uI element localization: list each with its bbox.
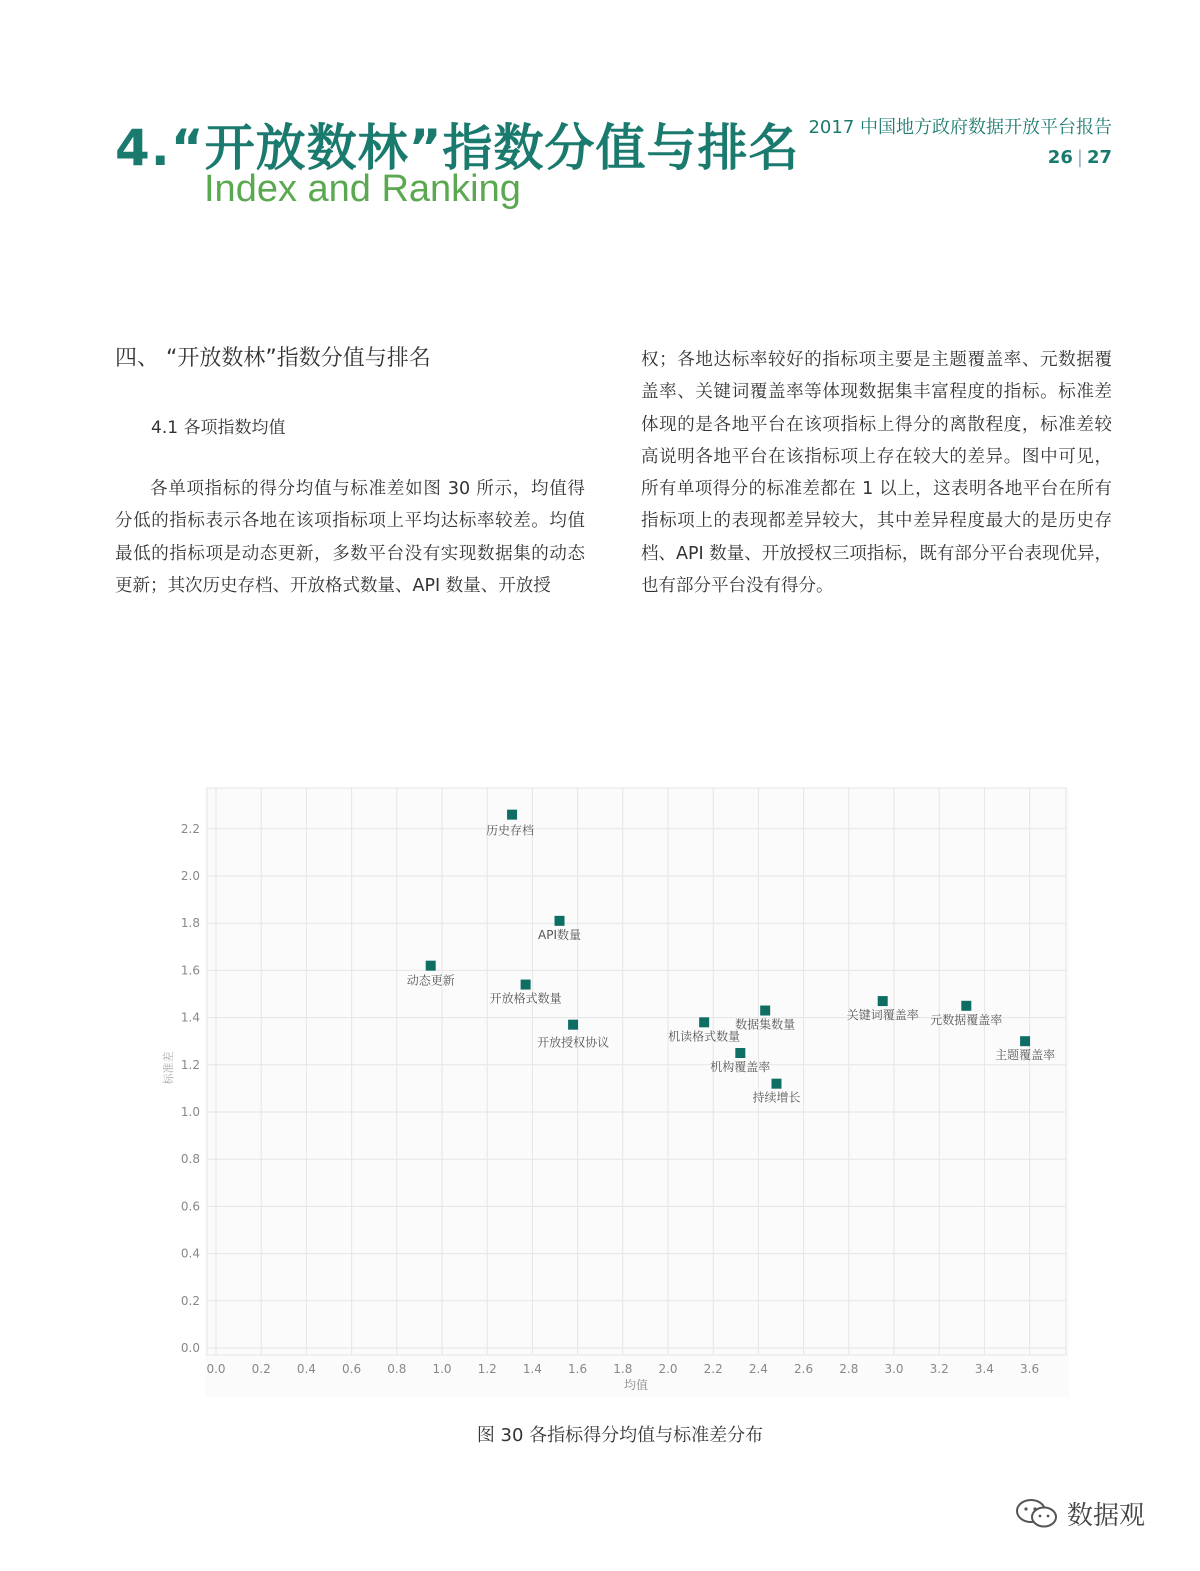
scatter-point (878, 996, 888, 1006)
y-tick-label: 0.0 (180, 1341, 200, 1355)
x-tick-label: 0.2 (251, 1362, 271, 1376)
y-axis-label: 标准差 (162, 1051, 175, 1085)
section-title: 四、 “开放数林”指数分值与排名 (115, 346, 431, 371)
point-label: 主题覆盖率 (995, 1048, 1056, 1063)
y-tick-label: 1.2 (180, 1057, 200, 1072)
watermark-text: 数据观 (1067, 1501, 1146, 1531)
scatter-point (426, 961, 436, 971)
y-tick-label: 0.8 (180, 1152, 200, 1167)
y-tick-label: 0.6 (180, 1199, 200, 1214)
body-paragraph-left: 各单项指标的得分均值与标准差如图 30 所示，均值得分低的指标表示各地在该项指标项上平均达标率较差。均值最低的指标项是动态更新，多数平台没有实现数据集的动态更新；其次历史存档、开放格式数量、API 数量、开放授 (115, 479, 585, 596)
y-tick-label: 0.4 (180, 1246, 200, 1261)
point-label: 关键词覆盖率 (846, 1008, 919, 1023)
scatter-point (771, 1079, 781, 1089)
wechat-icon (1015, 1498, 1059, 1530)
y-tick-label: 1.4 (180, 1010, 200, 1025)
scatter-point (699, 1017, 709, 1027)
figure-caption: 图 30 各指标得分均值与标准差分布 (476, 1425, 764, 1446)
scatter-point (760, 1006, 770, 1016)
x-tick-label: 3.2 (929, 1362, 949, 1376)
point-label: 开放格式数量 (489, 991, 562, 1006)
point-label: 持续增长 (752, 1090, 801, 1105)
point-label: 机读格式数量 (668, 1029, 741, 1044)
point-label: 历史存档 (486, 823, 535, 838)
x-tick-label: 0.4 (296, 1362, 316, 1376)
point-label: 开放授权协议 (537, 1035, 610, 1050)
plot-frame (207, 788, 1066, 1355)
report-title: 2017 中国地方政府数据开放平台报告 (808, 117, 1112, 138)
x-tick-label: 1.2 (477, 1362, 497, 1376)
point-label: 动态更新 (406, 973, 455, 988)
x-tick-label: 2.8 (839, 1362, 859, 1376)
y-tick-label: 2.2 (180, 821, 200, 836)
x-tick-label: 0.0 (206, 1362, 226, 1376)
scatter-point (1020, 1036, 1030, 1046)
scatter-point (735, 1048, 745, 1058)
x-tick-label: 2.4 (748, 1362, 768, 1376)
scatter-point (521, 980, 531, 990)
subsection-title: 4.1 各项指数均值 (151, 418, 286, 438)
x-tick-label: 1.0 (432, 1362, 452, 1376)
x-tick-label: 1.6 (568, 1362, 588, 1376)
y-tick-label: 1.6 (180, 963, 200, 978)
page-number-right: 27 (1086, 147, 1112, 168)
page-number-separator: | (1076, 147, 1083, 168)
scatter-point (568, 1020, 578, 1030)
x-tick-label: 2.2 (703, 1362, 723, 1376)
point-label: 数据集数量 (735, 1017, 796, 1032)
x-tick-label: 0.8 (387, 1362, 407, 1376)
y-tick-label: 1.0 (180, 1105, 200, 1119)
x-tick-label: 2.6 (794, 1362, 814, 1376)
scatter-point (507, 810, 517, 820)
x-tick-label: 3.6 (1020, 1362, 1040, 1376)
y-tick-label: 0.2 (180, 1293, 200, 1308)
point-label: API数量 (538, 927, 582, 942)
page-subtitle: Index and Ranking (204, 168, 521, 210)
x-tick-label: 3.4 (974, 1362, 994, 1376)
y-tick-label: 1.8 (180, 916, 200, 931)
x-tick-label: 2.0 (658, 1362, 678, 1376)
scatter-point (961, 1001, 971, 1011)
point-label: 元数据覆盖率 (930, 1012, 1003, 1027)
body-paragraph-right: 权；各地达标率较好的指标项主要是主题覆盖率、元数据覆盖率、关键词覆盖率等体现数据集丰富程度的指标。标准差体现的是各地平台在该项指标上得分的离散程度，标准差较高说明各地平台在该指标项上存在较大的差异。图中可见，所有单项得分的标准差都在 1 以上，这表明各地平台在所有指标项上的表现都差异较大，其中差异程度最大的是历史存档、API 数量、开放授权三项指标，既有部分平台表现优异，也有部分平台没有得分。 (641, 350, 1112, 597)
x-tick-label: 1.8 (613, 1362, 633, 1376)
point-label: 机构覆盖率 (710, 1060, 771, 1074)
scatter-point (555, 916, 565, 926)
x-tick-label: 0.6 (342, 1362, 362, 1376)
x-tick-label: 3.0 (884, 1362, 904, 1376)
y-tick-label: 2.0 (180, 869, 200, 883)
x-axis-label: 均值 (623, 1378, 649, 1392)
page-title: 4.“开放数林”指数分值与排名 (115, 119, 800, 177)
watermark (1015, 1495, 1145, 1532)
page-number-left: 26 (1047, 147, 1073, 168)
x-tick-label: 1.4 (522, 1362, 542, 1376)
